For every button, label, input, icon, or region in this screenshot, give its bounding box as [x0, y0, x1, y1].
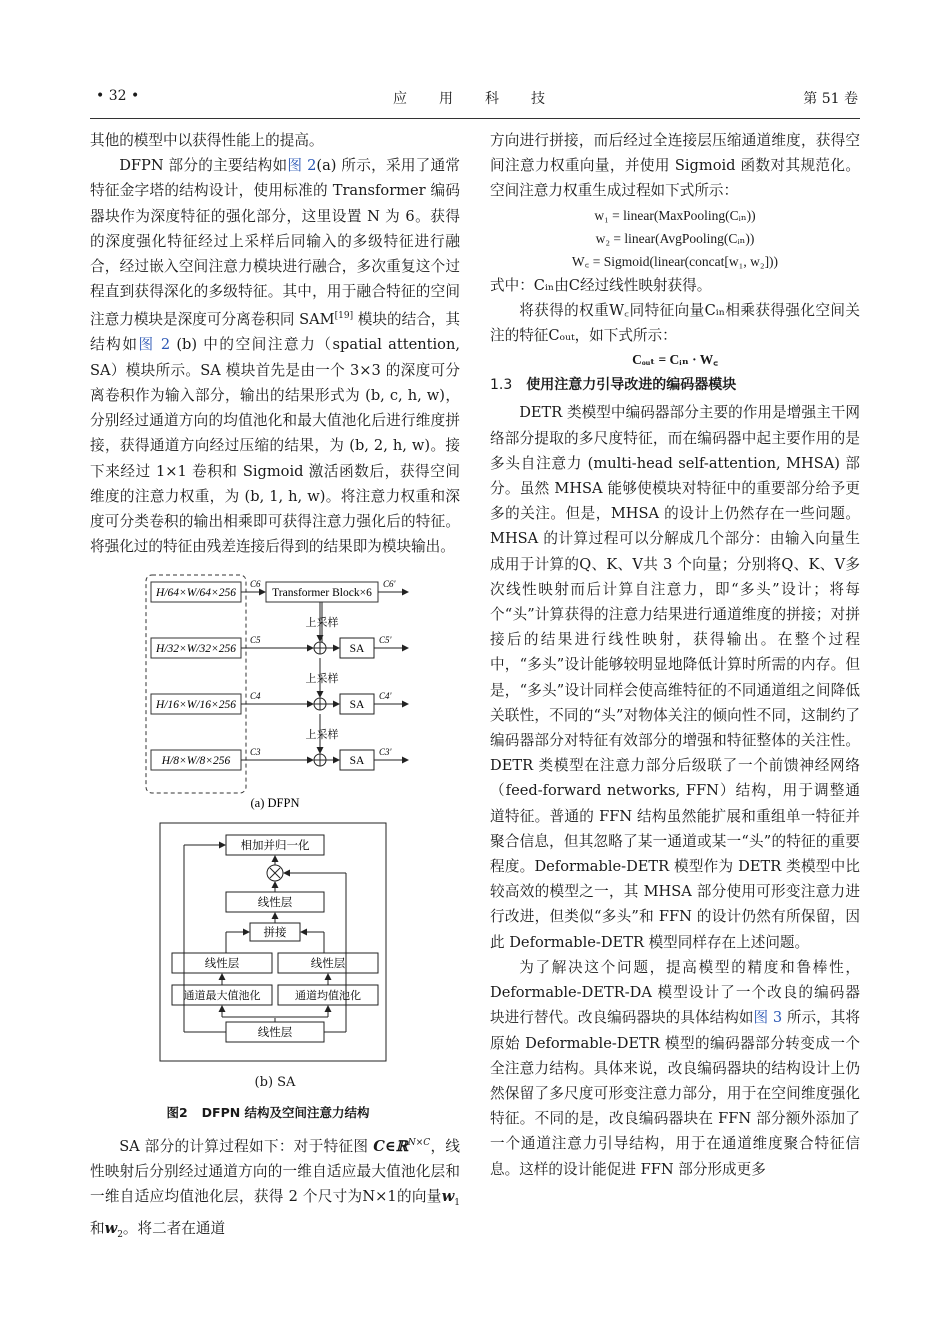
- figure-link[interactable]: 图 2: [138, 336, 171, 354]
- c3p-label: C3': [379, 747, 392, 758]
- sa-avgpool-label: 通道均值池化: [295, 990, 361, 1003]
- text: DFPN 部分的主要结构如: [119, 157, 288, 175]
- paragraph: DETR 类模型中编码器部分主要的作用是增强主干网络部分提取的多尺度特征，而在编码器中起主要作用的是多头自注意力 (multi-head self-attention, MHSA) 部分。虽然 MHSA 能够使模块对特征中的重要部分给予更多的关注。但是，MHSA 的设计上仍然存在一些问题。MHSA 的计算过程可以分解成几个部分：由输入向量生成用于计算的Q、K、V共 3 个向量；分别将Q、K、V多次线性映射而后计算自注意力，即“多头”设计；将每个“头”计算获得的注意力结果进行通道维度的拼接；对拼接后的结果进行线性映射，获得输出。在整个过程中，“多头”设计能够较明显地降低计算时所需的内存。但是，“多头”设计同样会使高维特征的不同通道组之间降低关联性，不同的“头”对物体关注的倾向性不同，这制约了编码器部分对特征有效部分的增强和特征整体的关注性。DETR 类模型在注意力部分后级联了一个前馈神经网络（feed-forward networks, FFN）结构，用于调整通道特征。普通的 FFN 结构虽然能扩展和重组单一特征并聚合信息，但其忽略了某一通道或某一“头”的特征的重要程度。Deformable-DETR 模型作为 DETR 类模型中比较高效的模型之一，其 MHSA 部分使用可形变注意力进行改进，但类似“多头”和 FFN 的设计仍然有所保留，因此 Deformable-DETR 模型同样存在上述问题。: [490, 404, 860, 951]
- caption-a: (a) DFPN: [250, 796, 300, 811]
- c6-label: C6: [250, 579, 261, 590]
- paragraph: 其他的模型中以获得性能上的提高。: [90, 132, 324, 149]
- sa-add-norm-label: 相加并归一化: [240, 840, 310, 853]
- header-rule: [90, 118, 860, 119]
- c5p-label: C5': [379, 635, 392, 646]
- sa-linear-top-label: 线性层: [257, 897, 293, 910]
- dfpn-input-boxes: [151, 582, 241, 770]
- caption-b: (b) SA: [254, 1074, 296, 1090]
- c4-label: C4: [250, 691, 261, 702]
- section-number: 1.3: [490, 377, 513, 394]
- sa-linear-right-label: 线性层: [310, 958, 346, 971]
- math-sub: 2: [117, 1230, 123, 1240]
- c5-label: C5: [250, 635, 261, 646]
- paragraph-dfpn: [90, 153, 460, 559]
- paragraph-sa: [90, 1131, 460, 1248]
- c3-label: C3: [250, 747, 261, 758]
- volume-label: 第 51 卷: [803, 91, 858, 107]
- page-number: • 32 •: [96, 88, 140, 104]
- c6p-label: C6': [383, 579, 396, 590]
- right-column: [490, 128, 860, 1182]
- math-w1: w: [441, 1187, 455, 1205]
- figure-title: [90, 1100, 460, 1125]
- section-heading: [490, 373, 860, 398]
- figure-2: [90, 567, 460, 1124]
- transformer-block-label: Transformer Block×6: [272, 587, 372, 600]
- c4p-label: C4': [379, 691, 392, 702]
- input-label-16: H/16×W/16×256: [155, 699, 237, 712]
- text: (a) 所示，采用了通常特征金字塔的结构设计，使用标准的 Transformer 编码器块作为深度特征的强化部分，这里设置 N 为 6。获得的深度强化特征经过上采样后同输入的多级特征进行融合，经过嵌入空间注意力模块进行融合，多次重复这个过程直到获得深化的多级特征。其中，用于融合特征的空间注意力模块是深度可分离卷积同 SAM: [90, 157, 460, 329]
- math-c: C∈ℝ: [373, 1137, 408, 1155]
- upsample-label-2: 上采样: [305, 673, 339, 686]
- sa-maxpool-label: 通道最大值池化: [183, 990, 261, 1003]
- text: 模块的结合，其结构如: [90, 311, 460, 354]
- upsample-label-1: 上采样: [305, 617, 339, 630]
- figure-diagram: [90, 567, 460, 1067]
- equation-w1: w₁ = linear(MaxPooling(Cᵢₙ)): [594, 207, 756, 223]
- input-label-64: H/64×W/64×256: [155, 587, 237, 600]
- citation-ref[interactable]: [19]: [334, 311, 354, 322]
- journal-name: 应用科技: [393, 91, 577, 107]
- text: ，线性映射后分别经过通道方向的一维自适应最大值池化层和一维自适应均值池化层，获得 2 个尺寸为N×1的向量: [90, 1137, 460, 1205]
- sa-concat-label: 拼接: [263, 927, 287, 940]
- math-sub: 1: [454, 1197, 460, 1208]
- math-sup: N×C: [407, 1137, 431, 1148]
- paragraph: 将获得的权重W꜀同特征向量Cᵢₙ相乘获得强化空间关注的特征Cₒᵤₜ，如下式所示：: [490, 301, 860, 345]
- text: 和: [90, 1220, 105, 1238]
- text: (b) 中的空间注意力（spatial attention, SA）模块所示。SA 模块首先是由一个 3×3 的深度可分离卷积作为输入部分，输出的结果形式为 (b, c, h, w)，分别经过通道方向的均值池化和最大值池化后进行维度拼接，获得通道方向经过压缩的结果，为 (b, 2, h, w)。接下来经过 1×1 卷积和 Sigmoid 激活函数后，获得空间维度的注意力权重，为 (b, 1, h, w)。将注意力权重和深度可分类卷积的输出相乘即可获得注意力强化后的特征。将强化过的特征由残差连接后得到的结果即为模块输出。: [90, 336, 460, 556]
- math-w2: w: [104, 1220, 118, 1238]
- figure-number: 图2: [166, 1104, 188, 1120]
- text: 所示，其将原始 Deformable-DETR 模型的编码器部分转变成一个全注意力结构。具体来说，改良编码器块的结构设计上仍然保留了多尺度可形变注意力部分，用于在空间维度强化特征。不同的是，改良编码器块在 FFN 部分额外添加了一个通道注意力引导结构，用于在通道维度聚合特征信息。这样的设计能促进 FFN 部分形成更多: [490, 1009, 860, 1178]
- paragraph: 式中：Cᵢₙ由C经过线性映射获得。: [490, 276, 712, 294]
- text: 。将二者在通道: [122, 1220, 226, 1238]
- equation-wc: W꜀ = Sigmoid(linear(concat[w₁, w₂])): [571, 253, 779, 269]
- figure-title-text: DFPN 结构及空间注意力结构: [201, 1104, 370, 1120]
- left-column: [90, 128, 460, 1248]
- sa-box-label-5: SA: [349, 643, 365, 656]
- sa-linear-bottom-label: 线性层: [257, 1027, 293, 1040]
- figure-link[interactable]: 图 2: [287, 157, 317, 175]
- paragraph: 方向进行拼接，而后经过全连接层压缩通道维度，获得空间注意力权重向量，并使用 Sigmoid 函数对其规范化。空间注意力权重生成过程如下式所示：: [490, 132, 860, 200]
- figure-link[interactable]: 图 3: [753, 1009, 783, 1027]
- section-title: 使用注意力引导改进的编码器模块: [526, 377, 737, 394]
- input-label-32: H/32×W/32×256: [155, 643, 237, 656]
- paragraph: [490, 955, 860, 1182]
- upsample-label-3: 上采样: [305, 729, 339, 742]
- input-label-8: H/8×W/8×256: [161, 755, 231, 768]
- sa-box-label-3: SA: [349, 755, 365, 768]
- sa-structure: [160, 823, 386, 1061]
- text: 为了解决这个问题，提高模型的精度和鲁棒性，Deformable-DETR-DA 模型设计了一个改良的编码器块进行替代。改良编码器块的具体结构如: [490, 958, 860, 1027]
- text: SA 部分的计算过程如下：对于特征图: [119, 1137, 374, 1155]
- sa-linear-left-label: 线性层: [204, 958, 240, 971]
- equation-cout: Cₒᵤₜ = Cᵢₙ · W꜀: [632, 352, 718, 368]
- sa-box-label-4: SA: [349, 699, 365, 712]
- equation-w2: w₂ = linear(AvgPooling(Cᵢₙ)): [595, 230, 755, 246]
